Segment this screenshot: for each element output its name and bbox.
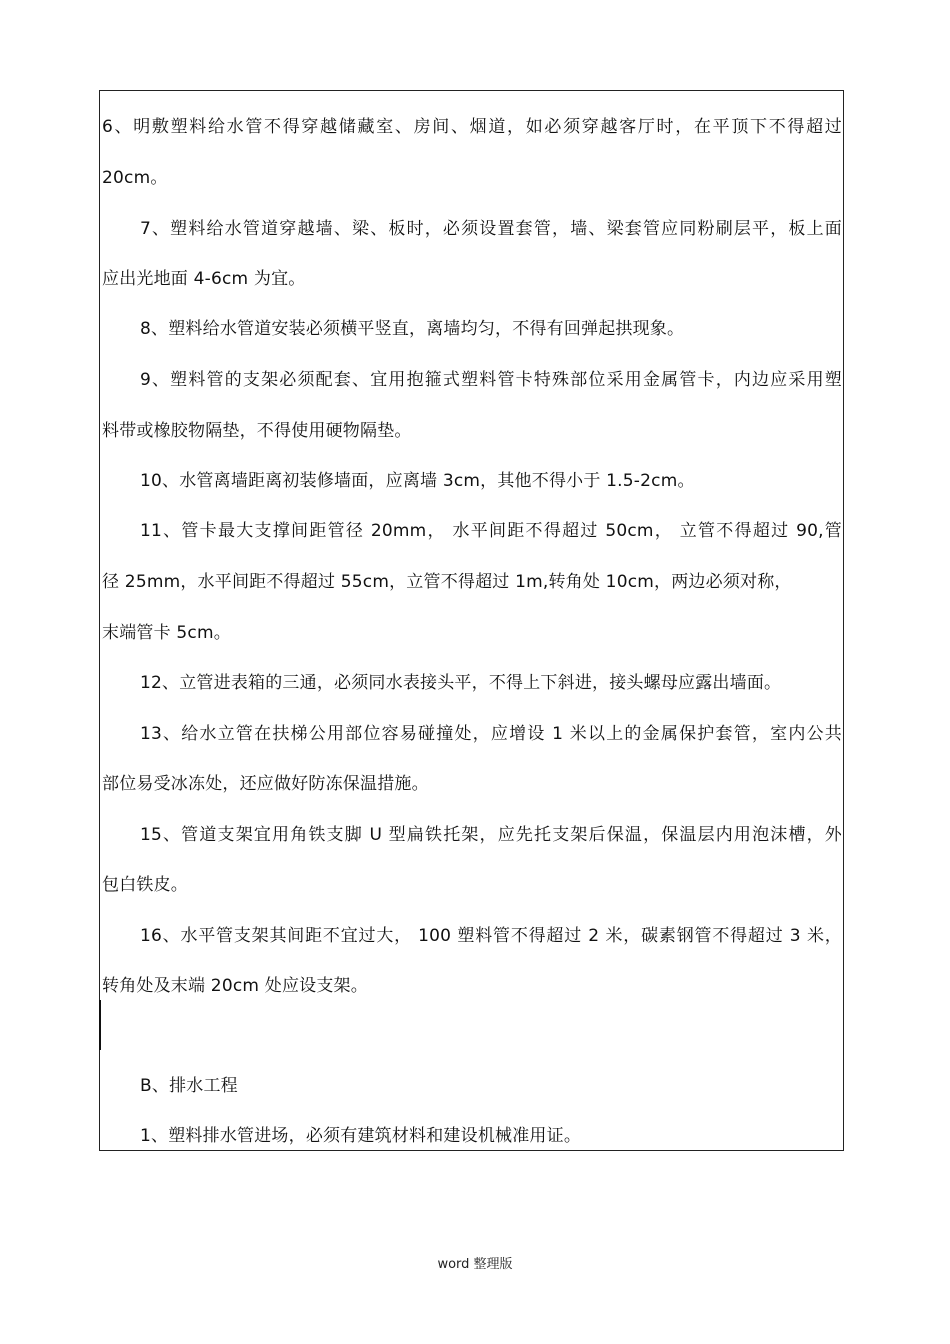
paragraph-line: 8、塑料给水管道安装必须横平竖直，离墙均匀，不得有回弹起拱现象。 [140, 319, 685, 339]
paragraph-line: 应出光地面 4-6cm 为宜。 [102, 269, 306, 289]
paragraph-line: 9、塑料管的支架必须配套、宜用抱箍式塑料管卡特殊部位采用金属管卡，内边应采用塑 [140, 370, 842, 390]
paragraph-line: 6、明敷塑料给水管不得穿越储藏室、房间、烟道，如必须穿越客厅时，在平顶下不得超过 [102, 117, 842, 137]
paragraph-line: 转角处及末端 20cm 处应设支架。 [102, 976, 368, 996]
page-footer: word 整理版 [437, 1257, 513, 1272]
paragraph-line: 7、塑料给水管道穿越墙、梁、板时，必须设置套管，墙、梁套管应同粉刷层平，板上面 [140, 219, 842, 239]
paragraph-line: 料带或橡胶物隔垫，不得使用硬物隔垫。 [102, 421, 412, 441]
section-heading: B、排水工程 [140, 1076, 238, 1096]
paragraph-line: 20cm。 [102, 168, 168, 188]
paragraph-line: 1、塑料排水管进场，必须有建筑材料和建设机械准用证。 [140, 1126, 582, 1146]
paragraph-line: 12、立管进表箱的三通，必须同水表接头平，不得上下斜进，接头螺母应露出墙面。 [140, 673, 782, 693]
paragraph-line: 部位易受冰冻处，还应做好防冻保温措施。 [102, 774, 429, 794]
paragraph-line: 13、给水立管在扶梯公用部位容易碰撞处，应增设 1 米以上的金属保护套管，室内公共 [140, 724, 842, 744]
left-rule-segment [99, 1000, 101, 1050]
paragraph-line: 15、管道支架宜用角铁支脚 U 型扁铁托架，应先托支架后保温，保温层内用泡沫槽，外 [140, 825, 842, 845]
paragraph-line: 末端管卡 5cm。 [102, 623, 231, 643]
paragraph-line: 11、管卡最大支撑间距管径 20mm， 水平间距不得超过 50cm， 立管不得超过 90,管 [140, 521, 842, 541]
paragraph-line: 16、水平管支架其间距不宜过大， 100 塑料管不得超过 2 米，碳素钢管不得超过 3 米， [140, 926, 842, 946]
paragraph-line: 10、水管离墙距离初装修墙面，应离墙 3cm，其他不得小于 1.5-2cm。 [140, 471, 695, 491]
paragraph-line: 径 25mm，水平间距不得超过 55cm，立管不得超过 1m,转角处 10cm，两边必须对称， [102, 572, 792, 592]
paragraph-line: 包白铁皮。 [102, 875, 188, 895]
